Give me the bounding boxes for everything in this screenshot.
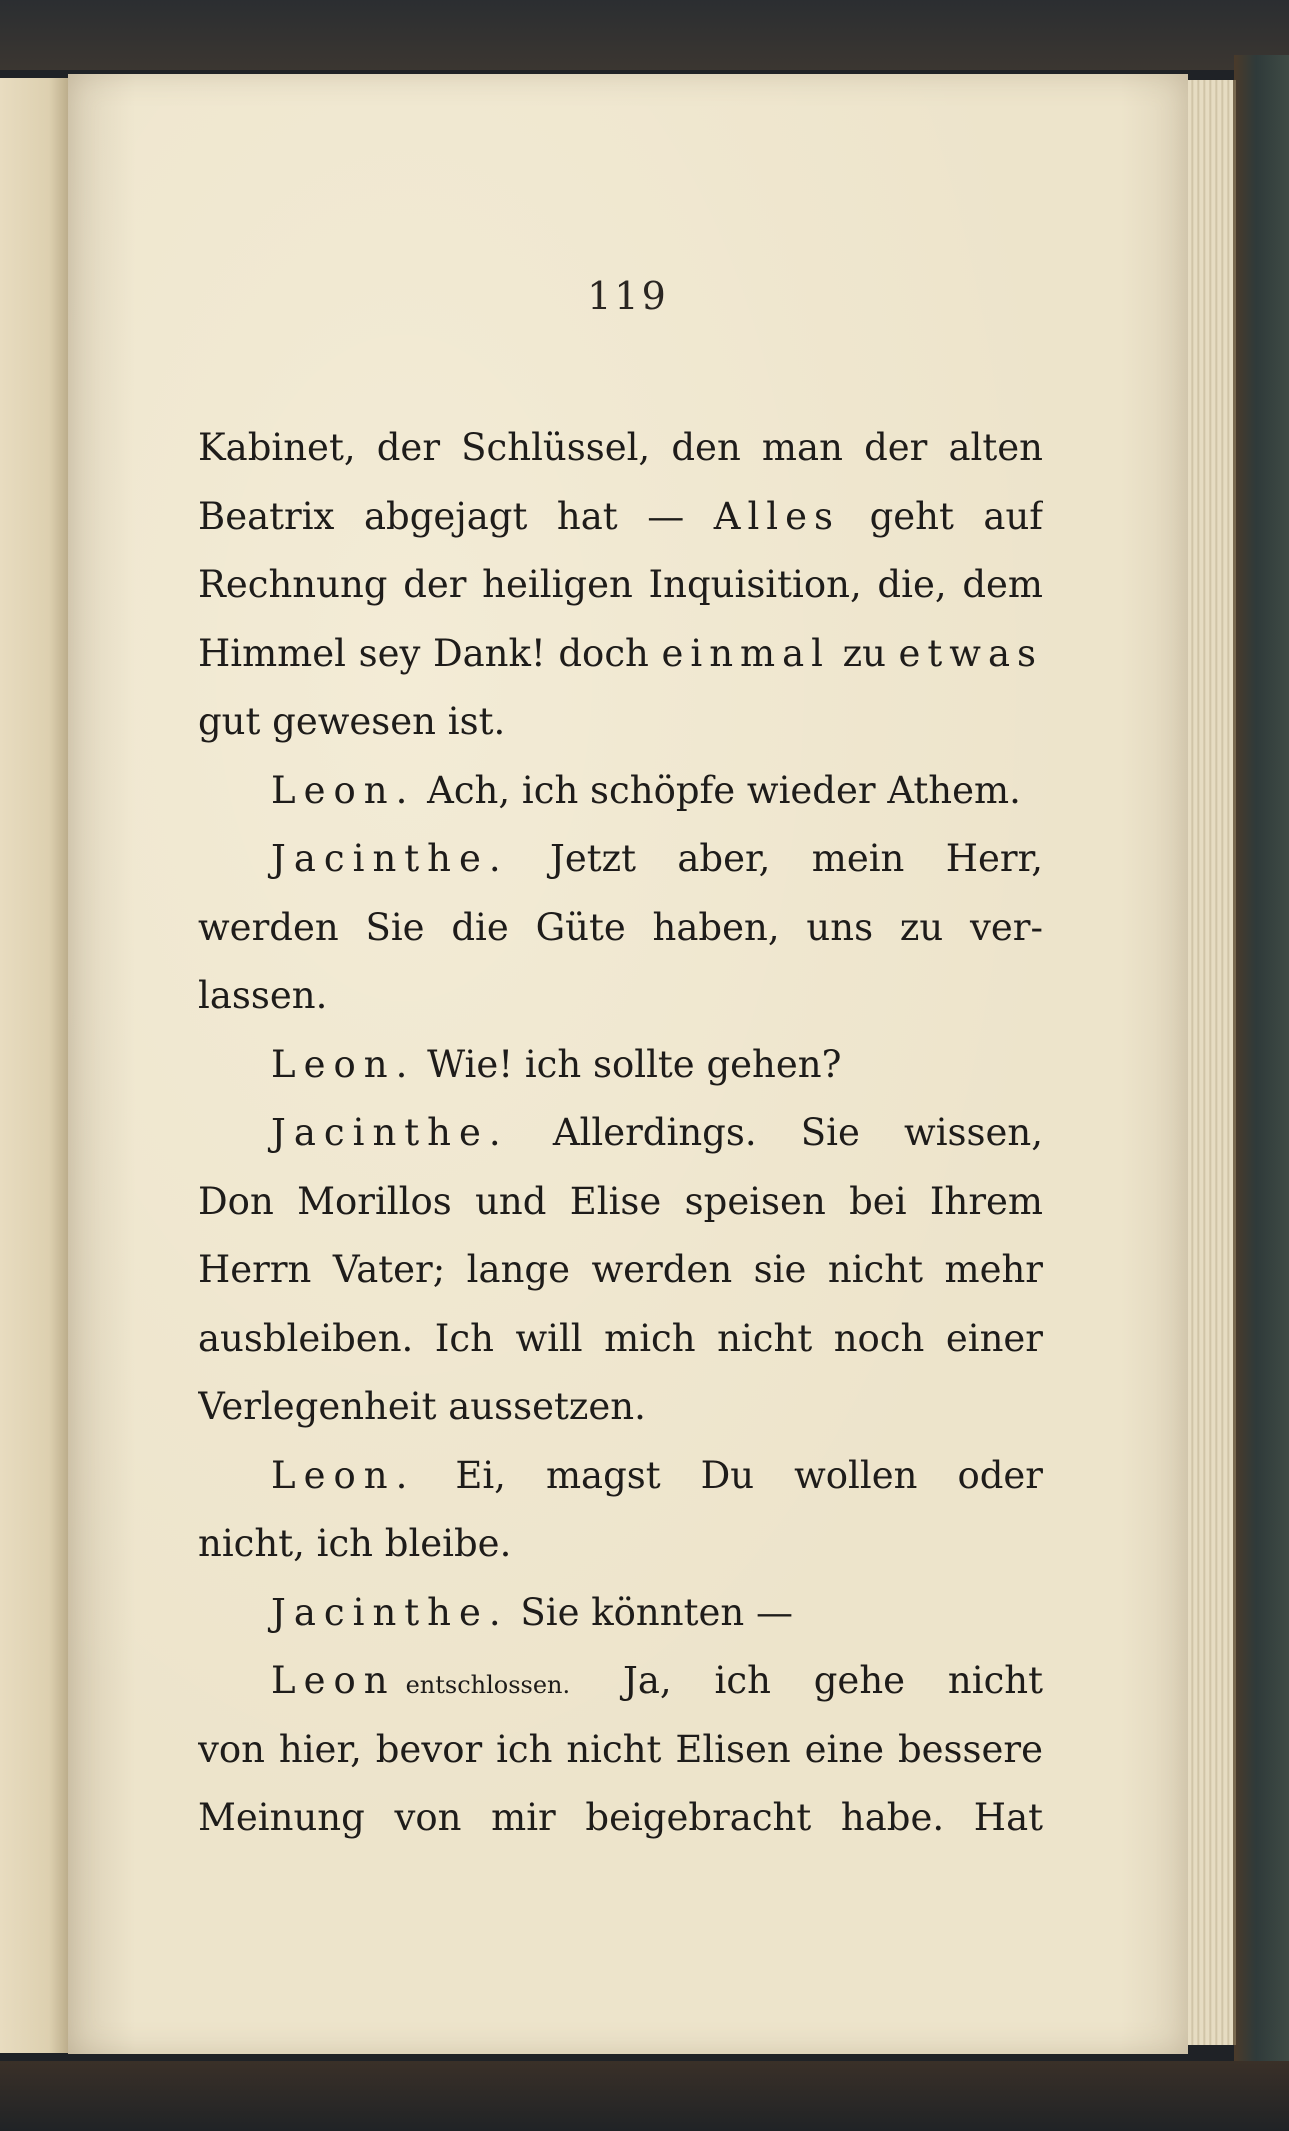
text-line: werden Sie die Güte haben, uns zu ver- <box>198 905 1043 949</box>
text-line: Verlegenheit aussetzen. <box>198 1385 646 1428</box>
stage-direction: entschlossen. <box>405 1671 571 1699</box>
page-block-edges <box>1188 80 1236 2045</box>
dialogue-line: Leon. Ach, ich schöpfe wieder Athem. <box>271 768 1021 812</box>
dialogue-line: Jacinthe. Jetzt aber, mein Herr, <box>271 837 1043 880</box>
text-line: lassen. <box>198 974 328 1017</box>
emphasis: Alles <box>713 494 841 538</box>
text-line: nicht, ich bleibe. <box>198 1522 512 1565</box>
text-line: Herrn Vater; lange werden sie nicht mehr <box>198 1248 1043 1291</box>
speaker-name: Leon. <box>271 768 416 812</box>
text-line: gut gewesen ist. <box>198 700 506 743</box>
dialogue-line: Jacinthe. Sie könnten — <box>271 1590 793 1634</box>
text-line: von hier, bevor ich nicht Elisen eine bessere <box>198 1727 1043 1771</box>
speaker-name: Leon. <box>271 1453 416 1497</box>
book-cover-bottom <box>0 2061 1289 2131</box>
book-cover-right <box>1234 55 1289 2095</box>
emphasis: einmal <box>661 631 831 675</box>
page-text <box>198 414 1043 1853</box>
text-line: Kabinet, der Schlüssel, den man der alten <box>198 426 1043 469</box>
text-line: Meinung von mir beigebracht habe. Hat <box>198 1796 1043 1839</box>
text-line: Rechnung der heiligen Inquisition, die, dem <box>198 563 1043 606</box>
dialogue-line: Leon entschlossen. Ja, ich gehe nicht <box>271 1659 1043 1702</box>
speaker-name: Jacinthe. <box>271 1590 509 1634</box>
text-line: ausbleiben. Ich will mich nicht noch einer <box>198 1316 1043 1360</box>
page-number: 119 <box>587 274 669 318</box>
dialogue-line: Leon. Wie! ich sollte gehen? <box>271 1042 842 1086</box>
text-line: Himmel sey Dank! doch einmal zu etwas <box>198 631 1043 675</box>
speaker-name: Jacinthe. <box>271 1111 509 1154</box>
book-page <box>68 74 1188 2054</box>
speaker-name: Leon. <box>271 1042 416 1086</box>
text-line: Beatrix abgejagt hat — Alles geht auf <box>198 494 1043 538</box>
dialogue-line: Jacinthe. Allerdings. Sie wissen, <box>271 1111 1043 1154</box>
speaker-name: Jacinthe. <box>271 837 509 880</box>
facing-page-edge <box>0 78 72 2053</box>
dialogue-line: Leon. Ei, magst Du wollen oder <box>271 1453 1043 1497</box>
book-cover-top <box>0 0 1289 70</box>
text-line: Don Morillos und Elise speisen bei Ihrem <box>198 1179 1043 1223</box>
emphasis: etwas <box>898 631 1043 675</box>
speaker-name: Leon <box>271 1659 396 1702</box>
